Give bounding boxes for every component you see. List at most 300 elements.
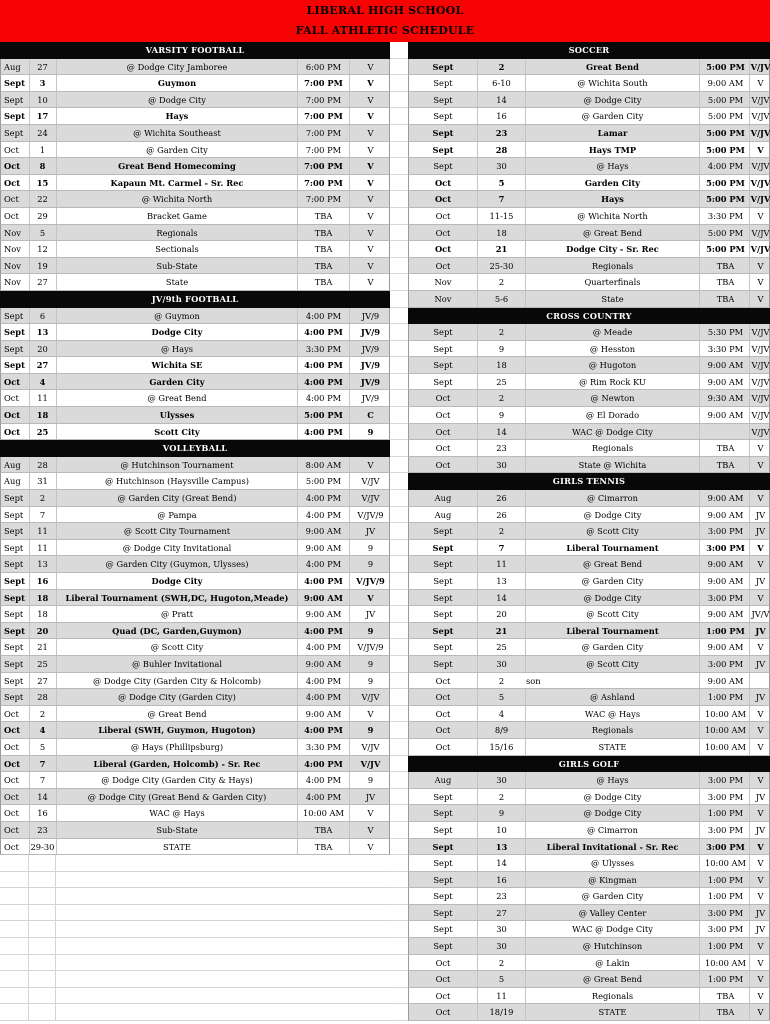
schedule-row (408, 175, 770, 192)
level-cell: 9 (349, 556, 391, 572)
month-cell: Oct (434, 177, 452, 188)
day-cell: 18 (29, 407, 55, 423)
level-cell: V/JV (749, 374, 770, 390)
gutter-cell (390, 673, 408, 690)
time-cell: 3:00 PM (699, 822, 751, 838)
day-cell: 7 (477, 540, 525, 556)
schedule-row (0, 490, 390, 507)
event-cell: @ Pratt (56, 606, 297, 622)
level-cell: V (749, 772, 770, 788)
event-cell: STATE (56, 839, 297, 855)
time-cell: 9:00 AM (699, 374, 751, 390)
month-cell: Sept (4, 642, 24, 653)
event-cell: @ Pampa (56, 507, 297, 523)
schedule-row (408, 689, 770, 706)
time-cell: 3:00 PM (699, 656, 751, 672)
event-cell: @ Garden City (Guymon, Ulysses) (56, 556, 297, 572)
event-cell: Garden City (525, 175, 699, 191)
schedule-row (408, 673, 770, 690)
time-cell: 4:00 PM (297, 623, 349, 639)
level-cell: V (749, 988, 770, 1004)
level-cell: V (349, 75, 391, 91)
day-cell: 25 (477, 639, 525, 655)
event-cell: @ Hays (56, 341, 297, 357)
level-cell: 9 (349, 722, 391, 738)
schedule-row (408, 971, 770, 988)
event-cell: @ Garden City (525, 888, 699, 904)
time-cell: 4:00 PM (297, 357, 349, 373)
empty-grid-row (0, 888, 390, 905)
schedule-row (0, 789, 390, 806)
event-cell: @ Garden City (525, 108, 699, 124)
event-cell: @ Hugoton (525, 357, 699, 373)
day-cell: 8/9 (477, 722, 525, 738)
month-cell: Oct (435, 426, 451, 437)
time-cell: 3:30 PM (297, 341, 349, 357)
time-cell: 9:00 AM (699, 556, 751, 572)
level-cell: V/JV (749, 225, 770, 241)
gutter-cell (390, 938, 408, 955)
day-cell: 18/19 (477, 1004, 525, 1020)
month-cell: Sept (4, 692, 24, 703)
level-cell: 9 (349, 623, 391, 639)
day-cell: 14 (477, 590, 525, 606)
month-cell: Sept (433, 78, 453, 89)
level-cell: V (349, 191, 391, 207)
time-cell: 9:00 AM (699, 407, 751, 423)
day-cell: 5-6 (477, 291, 525, 307)
event-cell: @ Great Bend (525, 225, 699, 241)
schedule-row (0, 656, 390, 673)
schedule-row (408, 390, 770, 407)
schedule-subtitle: FALL ATHLETIC SCHEDULE (295, 24, 475, 37)
month-cell: Oct (435, 957, 451, 968)
time-cell: 9:00 AM (699, 639, 751, 655)
month-cell: Oct (435, 459, 451, 470)
day-cell: 2 (477, 673, 525, 689)
event-cell: @ Hays (525, 158, 699, 174)
event-cell: @ Ulysses (525, 855, 699, 871)
time-cell: 5:00 PM (699, 225, 751, 241)
level-cell: V (749, 490, 770, 506)
level-cell: JV (749, 573, 770, 589)
event-cell: Lamar (525, 125, 699, 141)
gutter-cell (390, 225, 408, 242)
month-cell: Sept (4, 542, 24, 553)
month-cell: Sept (4, 509, 24, 520)
event-cell: Sub-State (56, 822, 297, 838)
gutter-cell (390, 75, 408, 92)
month-cell: Oct (435, 675, 451, 686)
month-cell: Oct (435, 410, 451, 421)
level-cell: V (349, 274, 391, 290)
event-cell: @ Kingman (525, 872, 699, 888)
month-cell: Sept (4, 310, 24, 321)
schedule-row (408, 540, 770, 557)
time-cell: 7:00 PM (297, 175, 349, 191)
day-cell: 19 (29, 258, 55, 274)
time-cell: TBA (699, 457, 751, 473)
schedule-section-jv-9th-football (0, 291, 390, 440)
level-cell: V/JV (749, 241, 770, 257)
level-cell: 9 (349, 424, 391, 440)
day-cell: 9 (477, 341, 525, 357)
event-cell: @ Guymon (56, 308, 297, 324)
level-cell: JV (349, 523, 391, 539)
time-cell: TBA (699, 1004, 751, 1020)
schedule-row (0, 556, 390, 573)
level-cell: V (349, 706, 391, 722)
schedule-row (0, 523, 390, 540)
gutter-cell (390, 888, 408, 905)
month-cell: Sept (4, 127, 24, 138)
event-cell: @ Garden City (Great Bend) (56, 490, 297, 506)
event-cell: Scott City (56, 424, 297, 440)
level-cell: JV (749, 689, 770, 705)
event-cell: @ El Dorado (525, 407, 699, 423)
schedule-row (0, 822, 390, 839)
schedule-row (0, 507, 390, 524)
level-cell: JV/V (749, 606, 770, 622)
day-cell: 6-10 (477, 75, 525, 91)
schedule-section-cross-country (408, 308, 770, 474)
level-cell: V (749, 75, 770, 91)
schedule-row (0, 341, 390, 358)
day-cell: 2 (477, 390, 525, 406)
event-cell: @ Dodge City (525, 92, 699, 108)
level-cell: V/JV (349, 756, 391, 772)
schedule-row (0, 457, 390, 474)
event-cell: @ Rim Rock KU (525, 374, 699, 390)
gutter-cell (390, 125, 408, 142)
day-cell: 11 (477, 988, 525, 1004)
time-cell: 5:00 PM (699, 142, 751, 158)
gutter-cell (390, 175, 408, 192)
day-cell: 27 (29, 357, 55, 373)
gutter-cell (390, 308, 408, 325)
time-cell: 7:00 PM (297, 158, 349, 174)
event-cell: State @ Wichita (525, 457, 699, 473)
day-cell: 18 (29, 606, 55, 622)
day-cell: 2 (477, 789, 525, 805)
level-cell: JV/9 (349, 341, 391, 357)
schedule-row (0, 374, 390, 391)
time-cell: 1:00 PM (699, 888, 751, 904)
level-cell: V (749, 556, 770, 572)
level-cell: V/JV/9 (349, 639, 391, 655)
event-cell: Hays (56, 108, 297, 124)
schedule-row (0, 390, 390, 407)
day-cell: 27 (29, 274, 55, 290)
schedule-row (408, 706, 770, 723)
time-cell: 3:00 PM (699, 540, 751, 556)
gutter-cell (390, 988, 408, 1005)
schedule-row (0, 407, 390, 424)
schedule-row (408, 291, 770, 308)
schedule-row (0, 756, 390, 773)
month-cell: Oct (4, 824, 19, 835)
time-cell: 5:00 PM (699, 241, 751, 257)
day-cell: 16 (477, 108, 525, 124)
day-cell: 30 (477, 158, 525, 174)
month-cell: Oct (4, 426, 21, 437)
schedule-row (0, 424, 390, 441)
level-cell: JV (749, 921, 770, 937)
time-cell: 3:00 PM (699, 590, 751, 606)
level-cell: V/JV (749, 191, 770, 207)
event-cell: Ulysses (56, 407, 297, 423)
gutter-cell (390, 291, 408, 308)
day-cell: 11 (477, 556, 525, 572)
time-cell: 10:00 AM (699, 706, 751, 722)
schedule-row (408, 523, 770, 540)
schedule-row (408, 108, 770, 125)
schedule-row (0, 639, 390, 656)
level-cell: V (749, 291, 770, 307)
left-schedule-column (0, 42, 390, 855)
gutter-cell (390, 208, 408, 225)
month-cell: Sept (4, 78, 25, 89)
time-cell: 8:00 AM (297, 457, 349, 473)
time-cell: 10:00 AM (297, 805, 349, 821)
month-cell: Sept (433, 592, 453, 603)
gutter-cell (390, 473, 408, 490)
event-cell: @ Hutchinson (525, 938, 699, 954)
level-cell: V (349, 822, 391, 838)
level-cell: V (749, 1004, 770, 1020)
level-cell: V/JV (349, 739, 391, 755)
day-cell: 23 (29, 822, 55, 838)
month-cell: Sept (433, 559, 453, 570)
level-cell: JV (749, 623, 770, 639)
event-cell: WAC @ Hays (525, 706, 699, 722)
schedule-row (0, 225, 390, 242)
time-cell: 4:00 PM (297, 772, 349, 788)
day-cell: 30 (477, 921, 525, 937)
month-cell: Sept (433, 111, 453, 122)
level-cell: JV (349, 606, 391, 622)
event-cell: Dodge City (56, 324, 297, 340)
schedule-row (0, 706, 390, 723)
day-cell: 8 (29, 158, 55, 174)
schedule-row (408, 92, 770, 109)
schedule-row (408, 590, 770, 607)
time-cell: 5:00 PM (699, 108, 751, 124)
gutter-cell (390, 606, 408, 623)
level-cell: V (349, 225, 391, 241)
event-cell: Guymon (56, 75, 297, 91)
column-gutter (390, 42, 408, 1024)
day-cell: 2 (477, 523, 525, 539)
time-cell: 5:00 PM (699, 59, 751, 75)
event-cell: Kapaun Mt. Carmel - Sr. Rec (56, 175, 297, 191)
day-cell: 27 (477, 905, 525, 921)
level-cell: V (349, 258, 391, 274)
schedule-row (408, 191, 770, 208)
level-cell (749, 673, 770, 689)
schedule-section-soccer (408, 42, 770, 308)
month-cell: Sept (433, 161, 453, 172)
level-cell: V (349, 805, 391, 821)
schedule-row (408, 1004, 770, 1021)
time-cell: 9:00 AM (699, 673, 751, 689)
event-cell: @ Wichita Southeast (56, 125, 297, 141)
month-cell: Sept (4, 559, 24, 570)
time-cell: 4:00 PM (297, 789, 349, 805)
time-cell: 10:00 AM (699, 955, 751, 971)
month-cell: Oct (434, 194, 452, 205)
level-cell: V/JV (749, 341, 770, 357)
level-cell: V (749, 639, 770, 655)
level-cell: V (749, 457, 770, 473)
month-cell: Sept (4, 493, 24, 504)
time-cell: 4:00 PM (699, 158, 751, 174)
gutter-cell (390, 424, 408, 441)
gutter-cell (390, 656, 408, 673)
time-cell: 7:00 PM (297, 191, 349, 207)
schedule-row (0, 324, 390, 341)
day-cell: 7 (29, 507, 55, 523)
level-cell: V/JV (749, 125, 770, 141)
month-cell: Sept (433, 642, 453, 653)
month-cell: Sept (4, 526, 24, 537)
event-cell: @ Scott City (56, 639, 297, 655)
schedule-row (408, 872, 770, 889)
gutter-cell (390, 722, 408, 739)
day-cell: 21 (477, 623, 525, 639)
event-cell: Liberal (Garden, Holcomb) - Sr. Rec (56, 756, 297, 772)
day-cell: 7 (477, 191, 525, 207)
month-cell: Sept (4, 592, 25, 603)
month-cell: Sept (4, 111, 25, 122)
event-cell: WAC @ Dodge City (525, 424, 699, 440)
schedule-row (0, 805, 390, 822)
event-cell: @ Great Bend (525, 556, 699, 572)
level-cell: V (749, 872, 770, 888)
day-cell: 28 (29, 689, 55, 705)
level-cell: JV/9 (349, 390, 391, 406)
section-title: SOCCER (408, 42, 770, 59)
schedule-row (408, 822, 770, 839)
gutter-cell (390, 805, 408, 822)
day-cell: 25 (29, 424, 55, 440)
month-cell: Sept (433, 526, 453, 537)
level-cell: V (749, 208, 770, 224)
time-cell (699, 424, 751, 440)
gutter-cell (390, 390, 408, 407)
gutter-cell (390, 639, 408, 656)
month-cell: Sept (4, 609, 24, 620)
schedule-row (0, 208, 390, 225)
day-cell: 30 (477, 457, 525, 473)
level-cell: V (749, 839, 770, 855)
level-cell: V/JV/9 (349, 507, 391, 523)
day-cell: 16 (29, 805, 55, 821)
level-cell: V (749, 938, 770, 954)
day-cell: 30 (477, 772, 525, 788)
time-cell: TBA (699, 258, 751, 274)
schedule-row (408, 407, 770, 424)
day-cell: 20 (477, 606, 525, 622)
schedule-row (408, 258, 770, 275)
month-cell: Oct (4, 161, 21, 172)
level-cell: V (749, 142, 770, 158)
time-cell: 1:00 PM (699, 805, 751, 821)
month-cell: Oct (4, 841, 19, 852)
time-cell: 4:00 PM (297, 390, 349, 406)
event-cell: @ Hutchinson (Haysville Campus) (56, 473, 297, 489)
gutter-cell (390, 772, 408, 789)
level-cell: V/JV (749, 390, 770, 406)
schedule-row (408, 722, 770, 739)
time-cell: 4:00 PM (297, 490, 349, 506)
day-cell: 29-30 (29, 839, 55, 855)
month-cell: Sept (4, 94, 24, 105)
event-cell: @ Scott City (525, 656, 699, 672)
level-cell: JV (749, 822, 770, 838)
month-cell: Oct (435, 1007, 451, 1018)
level-cell: V/JV (749, 108, 770, 124)
schedule-row (0, 473, 390, 490)
time-cell: 3:00 PM (699, 839, 751, 855)
schedule-row (0, 689, 390, 706)
schedule-row (0, 125, 390, 142)
event-cell: Bracket Game (56, 208, 297, 224)
event-cell: @ Scott City Tournament (56, 523, 297, 539)
schedule-row (408, 772, 770, 789)
time-cell: TBA (699, 988, 751, 1004)
day-cell: 3 (29, 75, 55, 91)
level-cell: V (749, 855, 770, 871)
gutter-cell (390, 855, 408, 872)
time-cell: 9:00 AM (699, 507, 751, 523)
month-cell: Nov (4, 277, 21, 288)
time-cell: 1:00 PM (699, 689, 751, 705)
event-cell: Dodge City (56, 573, 297, 589)
schedule-row (0, 274, 390, 291)
level-cell: 9 (349, 540, 391, 556)
month-cell: Oct (435, 227, 451, 238)
schedule-row (408, 357, 770, 374)
time-cell: TBA (297, 258, 349, 274)
schedule-row (408, 623, 770, 640)
day-cell: 14 (477, 855, 525, 871)
month-cell: Oct (4, 708, 19, 719)
schedule-row (408, 988, 770, 1005)
gutter-cell (390, 324, 408, 341)
schedule-header (0, 0, 770, 42)
gutter-cell (390, 142, 408, 159)
section-title: VOLLEYBALL (0, 440, 390, 457)
month-cell: Sept (4, 625, 25, 636)
month-cell: Nov (4, 260, 21, 271)
level-cell: JV (749, 507, 770, 523)
level-cell: V/JV (749, 407, 770, 423)
time-cell: TBA (699, 274, 751, 290)
day-cell: 4 (29, 374, 55, 390)
month-cell: Sept (433, 891, 453, 902)
day-cell: 7 (29, 756, 55, 772)
time-cell: TBA (699, 291, 751, 307)
day-cell: 12 (29, 241, 55, 257)
time-cell: 9:00 AM (699, 75, 751, 91)
schedule-section-varsity-football (0, 42, 390, 291)
schedule-row (408, 142, 770, 159)
schedule-row (0, 92, 390, 109)
event-cell: Liberal Tournament (525, 623, 699, 639)
time-cell: 3:00 PM (699, 921, 751, 937)
level-cell: V (349, 108, 391, 124)
